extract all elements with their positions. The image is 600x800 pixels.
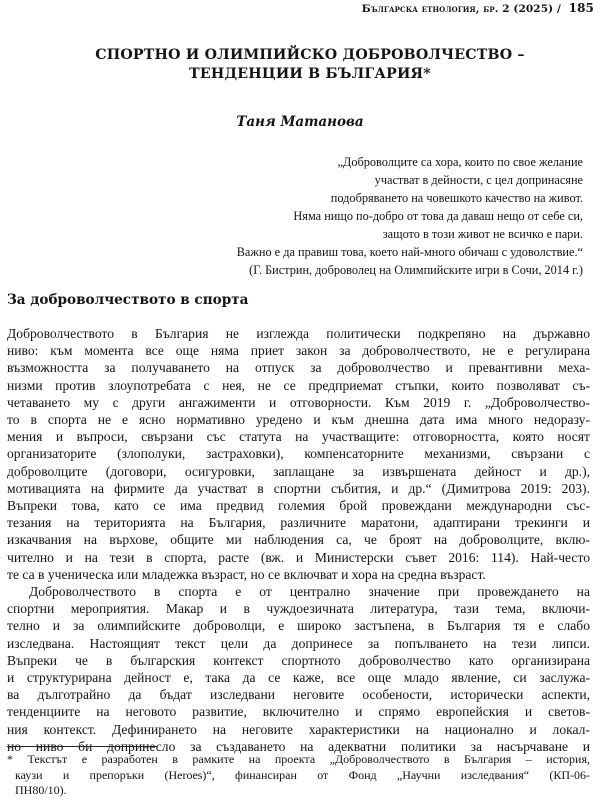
body-line: възможността за получаването на отпуск за доброволчество и превантивни меха-: [7, 360, 590, 376]
body-line: чително и на тези в спорта, расте (вж. и Министерски съвет 2016: 114). Най-често: [7, 549, 590, 565]
title-line: СПОРТНО И ОЛИМПИЙСКО ДОБРОВОЛЧЕСТВО –: [95, 47, 525, 63]
body-line: тенденциите на неговото развитие, включително и спрямо европейския и светов-: [7, 704, 590, 720]
body-line: изкачвания на върхове, общите ми наблюдения са, че броят на доброволците, вклю-: [7, 532, 590, 548]
body-line: Доброволчеството в България не изглежда политически подкрепяно на държавно: [7, 326, 590, 341]
footnote-divider: [7, 746, 157, 747]
running-header: [362, 1, 594, 15]
body-line: Въпреки че в българския контекст спортното доброволчество като организирана: [7, 652, 590, 668]
footnote-line: * Текстът е разработен в рамките на проекта „Доброволчеството в България – история,: [7, 752, 590, 766]
article-author: Таня Матанова: [236, 114, 364, 130]
section-heading: За доброволчеството в спорта: [7, 292, 249, 308]
body-line: ния контекст. Дефинирането на неговите характеристики на национално и локал-: [7, 721, 590, 737]
body-line: четаването му с други ангажименти и отговорности. Към 2019 г. „Доброволчество-: [7, 394, 590, 410]
body-line: Доброволчеството в спорта е от централно значение при провеждането на: [29, 584, 590, 600]
body-line: мотивацията на фирмите да участват в спортни събития, и др.“ (Димитрова 2019: 203).: [7, 480, 590, 496]
epigraph-quote: [237, 153, 583, 279]
page-number: 185: [568, 1, 594, 15]
body-line: мения и въпроси, свързани със статута на участващите: отговорността, която носят: [7, 429, 590, 445]
body-line: Въпреки това, като се има предвид големия брой провеждани международни със-: [7, 498, 590, 514]
article-title: [30, 46, 590, 84]
epigraph-attribution: (Г. Бистрин, доброволец на Олимпийските игри в Сочи, 2014 г.): [249, 263, 583, 277]
footnote-line: ПН80/10).: [15, 783, 67, 797]
epigraph-line: Няма нищо по-добро от това да даваш нещо от себе си,: [293, 209, 583, 223]
journal-name: Българска етнология, бр. 2 (2025): [361, 3, 554, 15]
body-line: спортни мероприятия. Макар и в чуждоезичната литература, тази тема, включи-: [7, 601, 590, 617]
footnote-line: каузи и препоръки (Heroes)“, финансиран от Фонд „Научни изследвания“ (КП-06-: [15, 767, 590, 782]
body-line: и структурирана дейност е, така да се каже, все още младо явление, си заслужа-: [7, 670, 590, 686]
body-line: ниво: към момента все още няма приет закон за доброволчеството, не е регулирана: [7, 343, 590, 359]
footnote: [7, 752, 590, 799]
body-line: телно и за олимпийските доброволци, е широко застъпена, в България тя е слабо: [7, 618, 590, 634]
epigraph-line: Важно е да правиш това, което най-много обичаш с удоволствие.“: [236, 245, 583, 259]
header-separator: /: [556, 3, 561, 15]
body-line: но ниво би допринесло за създаването на адекватни политики за насърчаване и: [7, 738, 590, 754]
epigraph-line: подобряването на човешкото качество на живот.: [330, 191, 583, 205]
body-line: организаторите (злополуки, застраховки), компенсаторните механизми, свързани с: [7, 446, 590, 462]
title-line: ТЕНДЕНЦИИ В БЪЛГАРИЯ*: [189, 66, 431, 82]
epigraph-line: участват в дейности, с цел допринасяне: [374, 173, 583, 187]
body-line: низми против злоупотребата с нея, не се предприемат стъпки, които позволяват съ-: [7, 377, 590, 393]
body-text: [7, 325, 590, 755]
body-line: изследвана. Настоящият текст цели да допринесе за попълването на тези липси.: [7, 635, 590, 651]
body-line: ва дълготрайно да бъдат изследвани неговите особености, исторически аспекти,: [7, 687, 590, 703]
epigraph-line: защото в този живот не всичко е пари.: [382, 227, 583, 241]
body-line: то в спорта не е ясно нормативно уредено и към днешна дата има много недоразу-: [7, 412, 590, 428]
epigraph-line: „Доброволците са хора, които по свое желание: [337, 155, 583, 169]
body-line: те са в ученическа или младежка възраст, но се включват и хора на средна възраст.: [7, 566, 486, 582]
body-line: доброволците (договори, осигуровки, заплащане за извършената дейност и др.),: [7, 463, 590, 479]
body-line: тезания на територията на България, различните маратони, адаптирани трекинги и: [7, 515, 590, 531]
